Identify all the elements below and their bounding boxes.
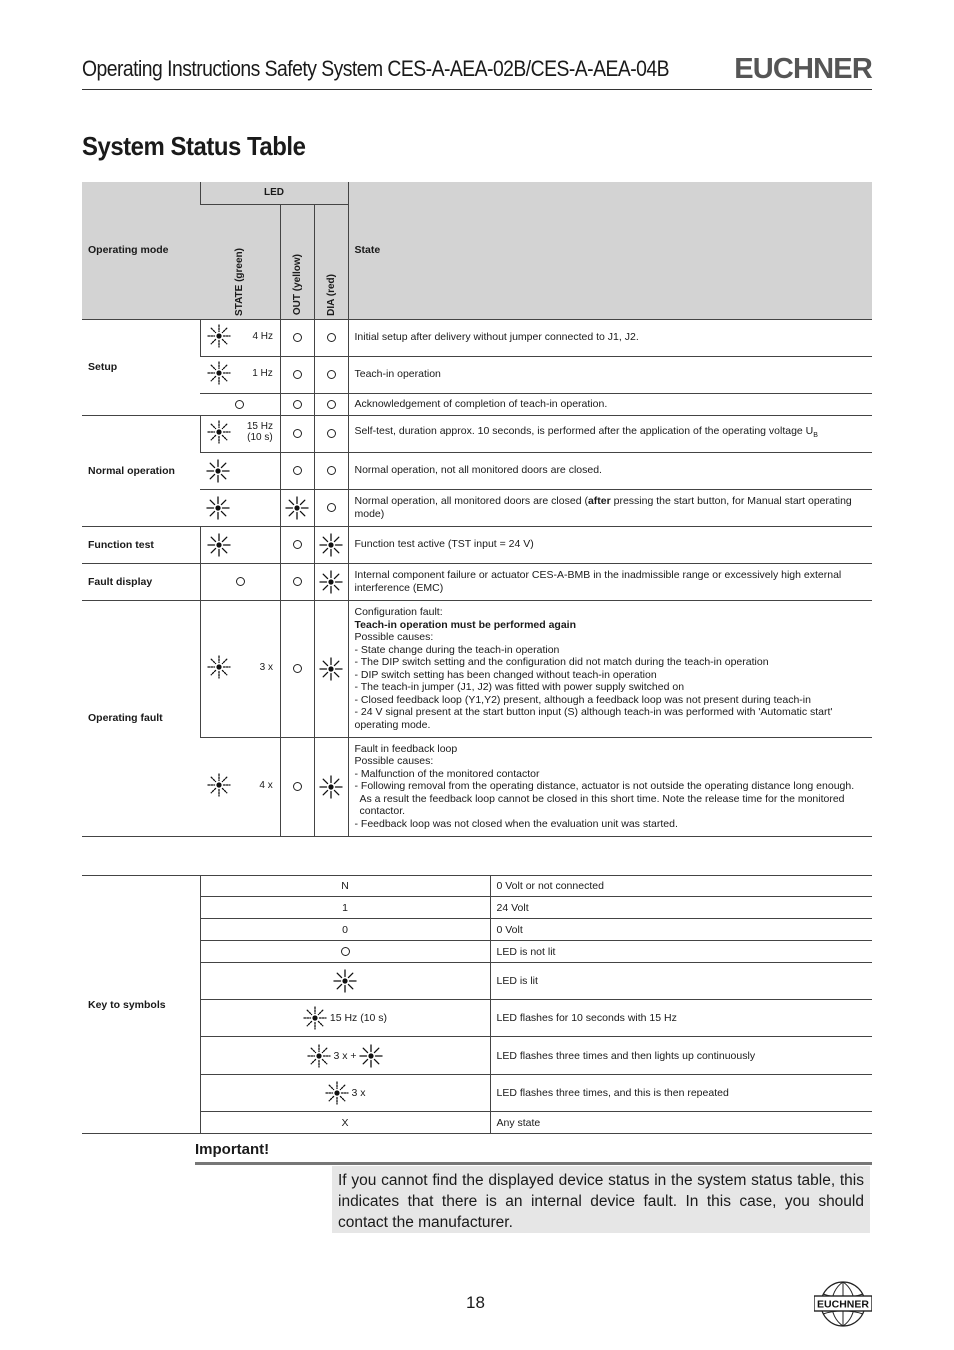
key-description: Any state (490, 1112, 872, 1134)
led-on-icon (333, 969, 357, 993)
led-flash-icon (207, 324, 231, 348)
led-on-icon (359, 1044, 383, 1068)
system-status-table (82, 182, 872, 837)
brand-logo: EUCHNER (734, 53, 872, 85)
key-symbol: 0 (200, 919, 490, 941)
key-symbol: 1 (200, 897, 490, 919)
led-flash-icon (207, 361, 231, 385)
table-row (82, 897, 872, 919)
led-off-icon (293, 540, 302, 549)
table-row (82, 737, 872, 836)
table-row (82, 1037, 872, 1075)
key-description: 0 Volt or not connected (490, 876, 872, 897)
led-off-icon (235, 400, 244, 409)
led-off-icon (293, 782, 302, 791)
table-row (82, 393, 872, 415)
table-row (82, 489, 872, 526)
state-text: Fault in feedback loop Possible causes: - Malfunction of the monitored contactor - Following removal from the operating distance, actuator is not outside the operating distance long enough. As a result the feedback loop cannot be closed in this short time. Note the release time for the monitored contactor. - Feedback loop was not closed when the evaluation unit was started. (348, 737, 872, 836)
led-on-icon (206, 459, 230, 483)
led-on-icon (319, 657, 343, 681)
key-label: Key to symbols (82, 876, 200, 1134)
led-on-icon (285, 496, 309, 520)
table-row (82, 452, 872, 489)
important-heading: Important! (195, 1141, 270, 1158)
table-row (82, 963, 872, 1000)
key-to-symbols-table (82, 875, 872, 1134)
euchner-seal-logo (814, 1280, 872, 1328)
state-text: Normal operation, all monitored doors are closed (after pressing the start button, for Manual start operating mode) (348, 489, 872, 526)
table-row (82, 919, 872, 941)
led-flash-icon (207, 655, 231, 679)
state-text: Initial setup after delivery without jumper connected to J1, J2. (348, 319, 872, 356)
header-state: State (348, 182, 872, 319)
state-text: Self-test, duration approx. 10 seconds, is performed after the application of the operating voltage $U_B$ (348, 415, 872, 452)
key-description: LED flashes three times, and this is then repeated (490, 1075, 872, 1112)
led-flash-icon (307, 1044, 331, 1068)
led-frequency: 3 x (259, 661, 273, 673)
led-off-icon (293, 370, 302, 379)
led-flash-icon (325, 1081, 349, 1105)
led-off-icon (293, 429, 302, 438)
mode-normal-operation: Normal operation (82, 415, 200, 526)
led-frequency: 1 Hz (252, 367, 273, 379)
key-symbol: 15 Hz (10 s) (329, 1011, 388, 1024)
led-off-icon (293, 664, 302, 673)
svg-text:EUCHNER: EUCHNER (817, 1298, 869, 1311)
led-off-icon (327, 333, 336, 342)
led-off-icon (327, 429, 336, 438)
important-note: If you cannot find the displayed device status in the system status table, this indicates that there is an internal device fault. In this case, you should contact the manufacturer. (332, 1166, 870, 1233)
led-off-icon (327, 400, 336, 409)
page-number: 18 (466, 1293, 485, 1312)
led-off-icon (341, 947, 350, 956)
led-flash-icon (303, 1006, 327, 1030)
mode-setup: Setup (82, 319, 200, 415)
table-row (82, 319, 872, 356)
table-row (82, 1112, 872, 1134)
page-header (82, 52, 872, 90)
led-flash-icon (207, 420, 231, 444)
led-on-icon (206, 496, 230, 520)
state-text: Configuration fault: Teach-in operation must be performed again Possible causes: - State change during the teach-in operation - The DIP switch setting and the configuration did not match during the teach-in operation - DIP switch setting has been changed without teach-in operation - The teach-in jumper (J1, J2) was fitted with power supply switched on - Closed feedback loop (Y1,Y2) present, although a feedback loop was not present during teach-in - 24 V signal present at the start button input (S) although teach-in was performed with 'Automatic start' operating mode. (348, 600, 872, 737)
key-symbol: X (200, 1112, 490, 1134)
led-off-icon (236, 577, 245, 586)
state-text: Normal operation, not all monitored doors are closed. (348, 452, 872, 489)
led-on-icon (319, 775, 343, 799)
table-row (82, 1075, 872, 1112)
led-on-icon (319, 570, 343, 594)
table-row (82, 356, 872, 393)
led-off-icon (293, 577, 302, 586)
led-off-icon (293, 333, 302, 342)
led-off-icon (327, 503, 336, 512)
header-out-yellow: OUT (yellow) (280, 204, 314, 319)
header-operating-mode: Operating mode (82, 182, 200, 319)
state-text: Acknowledgement of completion of teach-in operation. (348, 393, 872, 415)
table-row (82, 876, 872, 897)
mode-operating-fault: Operating fault (82, 600, 200, 836)
mode-function-test: Function test (82, 526, 200, 563)
header-led: LED (200, 182, 348, 204)
key-description: 24 Volt (490, 897, 872, 919)
mode-fault-display: Fault display (82, 563, 200, 600)
table-row (82, 600, 872, 737)
table-row (82, 1000, 872, 1037)
table-row (82, 415, 872, 452)
led-frequency: 4 Hz (252, 330, 273, 342)
led-off-icon (293, 466, 302, 475)
led-frequency: 4 x (259, 779, 273, 791)
header-dia-red: DIA (red) (314, 204, 348, 319)
led-on-icon (207, 533, 231, 557)
key-symbol: 3 x (351, 1086, 366, 1099)
table-row (82, 941, 872, 963)
table-row (82, 563, 872, 600)
key-description: LED flashes for 10 seconds with 15 Hz (490, 1000, 872, 1037)
key-symbol: 3 x + (333, 1049, 357, 1062)
key-description: LED is lit (490, 963, 872, 1000)
divider (195, 1162, 872, 1165)
state-text: Internal component failure or actuator CES-A-BMB in the inadmissible range or excessively high external interference (EMC) (348, 563, 872, 600)
key-description: LED is not lit (490, 941, 872, 963)
led-flash-icon (207, 773, 231, 797)
header-state-green: STATE (green) (200, 204, 280, 319)
state-text: Function test active (TST input = 24 V) (348, 526, 872, 563)
table-row (82, 526, 872, 563)
led-frequency: 15 Hz (10 s) (246, 421, 273, 443)
key-symbol: N (200, 876, 490, 897)
document-title: Operating Instructions Safety System CES-A-AEA-02B/CES-A-AEA-04B (82, 56, 670, 81)
led-off-icon (293, 400, 302, 409)
state-text: Teach-in operation (348, 356, 872, 393)
key-description: 0 Volt (490, 919, 872, 941)
led-on-icon (319, 533, 343, 557)
section-title: System Status Table (82, 131, 306, 161)
led-off-icon (327, 466, 336, 475)
led-off-icon (327, 370, 336, 379)
key-description: LED flashes three times and then lights up continuously (490, 1037, 872, 1075)
